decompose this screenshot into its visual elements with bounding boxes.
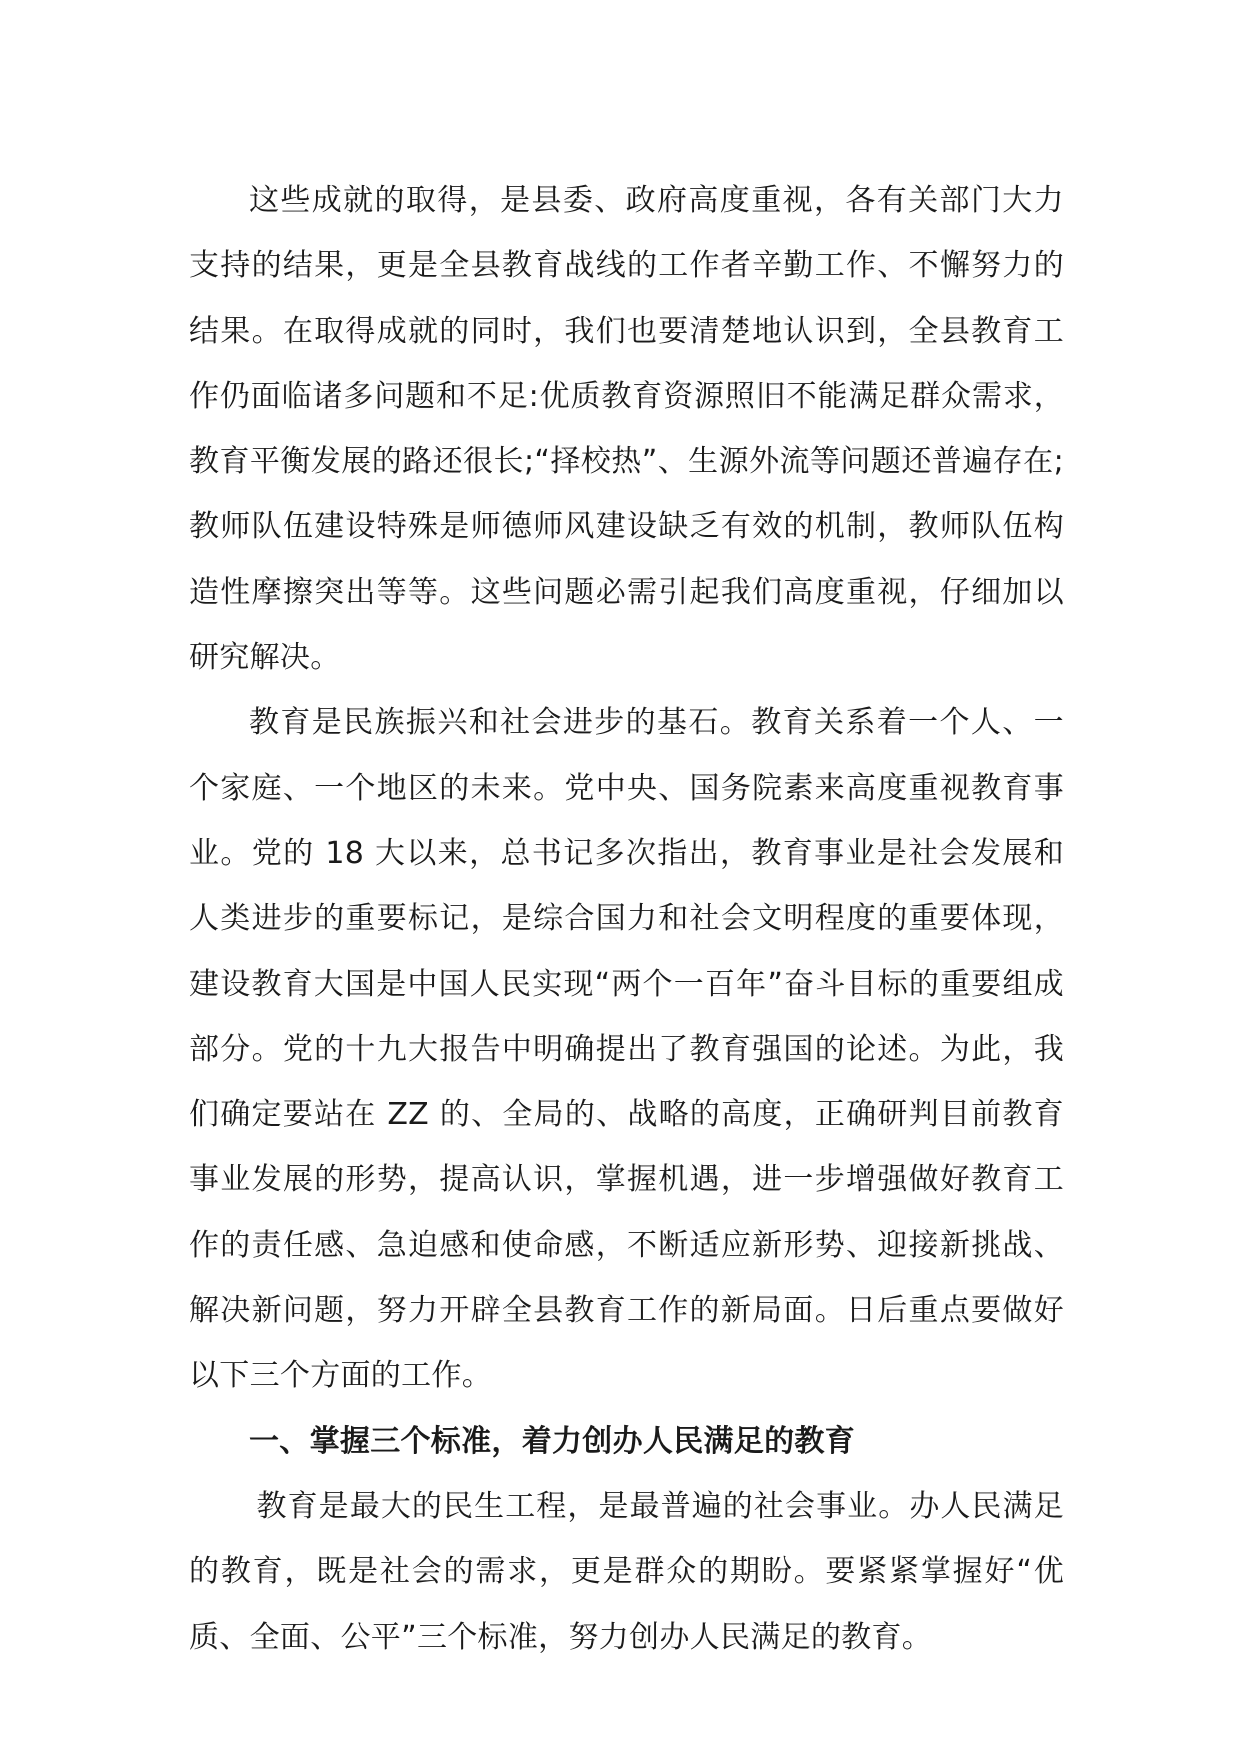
body-paragraph-education-foundation: 教育是民族振兴和社会进步的基石。教育关系着一个人、一个家庭、一个地区的未来。党中央、国务院素来高度重视教育事业。党的 18 大以来，总书记多次指出，教育事业是社会发展和人类进步的重要标记，是综合国力和社会文明程度的重要体现，建设教育大国是中国人民实现“两个一百年”奋斗目标的重要组成部分。党的十九大报告中明确提出了教育强国的论述。为此，我们确定要站在 ZZ 的、全局的、战略的高度，正确研判目前教育事业发展的形势，提高认识，掌握机遇，进一步增强做好教育工作的责任感、急迫感和使命感，不断适应新形势、迎接新挑战、解决新问题，努力开辟全县教育工作的新局面。日后重点要做好以下三个方面的工作。 (189, 705, 1064, 1394)
body-paragraph-people-satisfied: 教育是最大的民生工程，是最普遍的社会事业。办人民满足的教育，既是社会的需求，更是群众的期盼。要紧紧掌握好“优质、全面、公平”三个标准，努力创办人民满足的教育。 (189, 1488, 1064, 1655)
body-paragraph-achievements: 这些成就的取得，是县委、政府高度重视，各有关部门大力支持的结果，更是全县教育战线的工作者辛勤工作、不懈努力的结果。在取得成就的同时，我们也要清楚地认识到，全县教育工作仍面临诸多问题和不足:优质教育资源照旧不能满足群众需求，教育平衡发展的路还很长;“择校热”、生源外流等问题还普遍存在;教师队伍建设特殊是师德师风建设缺乏有效的机制，教师队伍构造性摩擦突出等等。这些问题必需引起我们高度重视，仔细加以研究解决。 (189, 183, 1064, 676)
document-page (189, 168, 1064, 1670)
section-heading: 一、掌握三个标准，着力创办人民满足的教育 (249, 1423, 855, 1459)
